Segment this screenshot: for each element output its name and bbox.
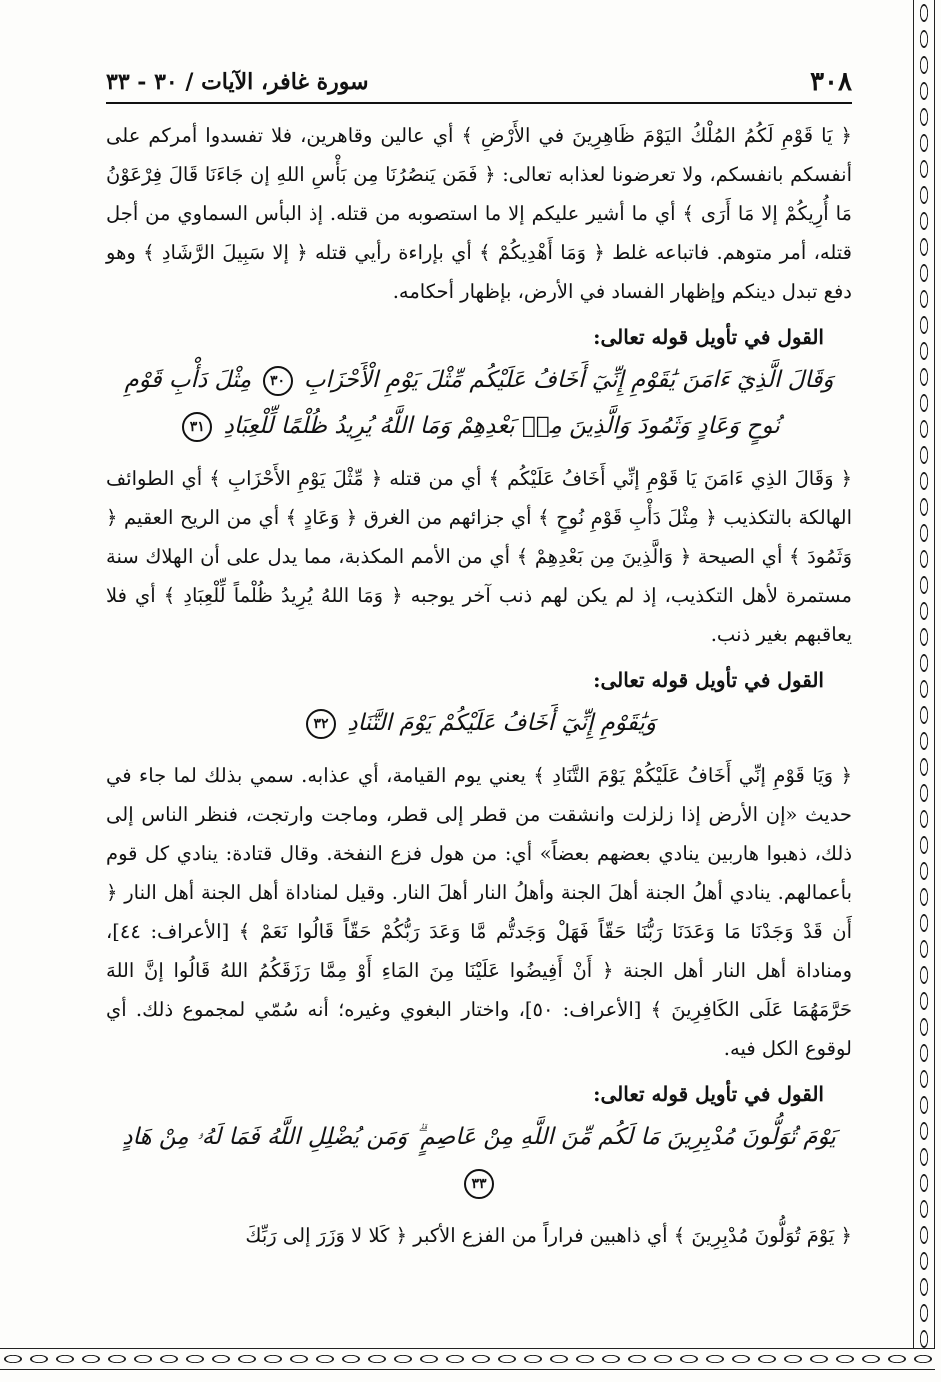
quran-verse-block [106,357,852,449]
quran-verse-text: يَوْمَ تُوَلُّونَ مُدْبِرِينَ مَا لَكُم مِّنَ اللَّهِ مِنْ عَاصِمٍ ۗ وَمَن يُضْلِلِ اللَّهُ فَمَا لَهُۥ مِنْ هَادٍ [122,1124,836,1150]
ayah-number-marker: ٣٣ [464,1169,494,1199]
page-body [106,116,852,1259]
paragraph: ﴿ وَقَالَ الذِي ءَامَنَ يَا قَوْمِ إنِّي أَخَافُ عَلَيْكُم ﴾ أي من قتله ﴿ مِّثْلَ يَوْمِ الأَحْزَابِ ﴾ أي الطوائف الهالكة بالتكذيب ﴿ مِثْلَ دَأْبِ قَوْمِ نُوحٍ ﴾ أي جزائهم من الغرق ﴿ وَعَادٍ ﴾ أي من الريح العقيم ﴿ وَثَمُودَ ﴾ أي الصيحة ﴿ وَالَّذِينَ مِن بَعْدِهِمْ ﴾ أي من الأمم المكذبة، مما يدل على أن الهلاك سنة مستمرة لأهل التكذيب، إذ لم يكن لهم ذنب آخر يوجبه ﴿ وَمَا اللهُ يُرِيدُ ظُلْماً لِّلْعِبَادِ ﴾ أي فلا يعاقبهم بغير ذنب. [106,467,852,646]
paragraph: ﴿ وَيَا قَوْمِ إنِّي أَخَافُ عَلَيْكُمْ يَوْمَ التَّنَادِ ﴾ يعني يوم القيامة، أي عذابه. سمي بذلك لما جاء في حديث «إن الأرض إذا زلزلت وانشقت من قطر إلى قطر، وماجت وارتجت، فنظر الناس إلى ذلك، ذهبوا هاربين ينادي بعضهم بعضاً» أي: من هول فزع النفخة. وقال قتادة: ينادي كل قوم بأعمالهم. ينادي أهلُ الجنة أهلَ الجنة وأهلُ النار أهلَ النار. وقيل لمناداة أهل الجنة أهل النار ﴿ أَن قَدْ وَجَدْنَا مَا وَعَدَنَا رَبُّنَا حَقّاً فَهَلْ وَجَدتُّم مَّا وَعَدَ رَبُّكُمْ حَقّاً قَالُوا نَعَمْ ﴾ [الأعراف: ٤٤]، ومناداة أهل النار أهل الجنة ﴿ أَنْ أَفِيضُوا عَلَيْنَا مِنَ المَاءِ أَوْ مِمَّا رَزَقَكُمُ اللهُ قَالُوا إنَّ اللهَ حَرَّمَهُمَا عَلَى الكَافِرِينَ ﴾ [الأعراف: ٥٠]، واختار البغوي وغيره؛ أنه سُمّي لمجموع ذلك. أي لوقوع الكل فيه. [106,764,852,1060]
quran-verse-text: مِثْلَ دَأْبِ قَوْمِ نُوحٍ وَعَادٍ وَثَمُودَ وَالَّذِينَ مِنۢ بَعْدِهِمْ وَمَا اللَّهُ يُرِيدُ ظُلْمًا لِّلْعِبَادِ [124,367,780,439]
ayah-number-marker: ٣٢ [306,709,336,739]
running-title: سورة غافر، الآيات / ٣٠ - ٣٣ [106,69,369,95]
quran-verse-block [106,700,852,746]
quran-verse-text: وَيَٰقَوْمِ إِنِّيٓ أَخَافُ عَلَيْكُمْ يَوْمَ التَّنَادِ [347,710,656,736]
paragraph: ﴿ يَا قَوْمِ لَكُمُ المُلْكُ اليَوْمَ ظَاهِرِينَ في الأَرْضِ ﴾ أي عالين وقاهرين، فلا تفسدوا أمركم على أنفسكم بانفسكم، ولا تعرضونا لعذابه تعالى: ﴿ فَمَن يَنصُرُنَا مِن بَأْسِ اللهِ إن جَاءَنَا قَالَ فِرْعَوْنُ مَا أُرِيكُمْ إلا مَا أَرَى ﴾ أي ما أشير عليكم إلا ما استصوبه من قتله. إذ البأس السماوي من أجل قتله، أمر متوهم. فاتباعه غلط ﴿ وَمَا أَهْدِيكُمْ ﴾ أي بإراءة رأيي قتله ﴿ إلا سَبِيلَ الرَّشَادِ ﴾ وهو دفع تبدل دينكم وإظهار الفساد في الأرض، بإظهار أحكامه. [106,124,852,303]
section-heading: القول في تأويل قوله تعالى: [593,668,824,692]
section-heading: القول في تأويل قوله تعالى: [593,1082,824,1106]
quran-verse-text: وَقَالَ الَّذِيٓ ءَامَنَ يَٰقَوْمِ إِنِّيٓ أَخَافُ عَلَيْكُم مِّثْلَ يَوْمِ الْأَحْزَابِ [303,367,834,393]
page-header [106,62,852,104]
decorative-border-bottom [0,1348,935,1370]
paragraph: ﴿ يَوْمَ تُوَلُّونَ مُدْبِرِينَ ﴾ أي ذاهبين فراراً من الفزع الأكبر ﴿ كَلا لا وَزَرَ إلى رَبِّكَ [245,1224,852,1247]
quran-verse-block [106,1114,852,1206]
page-number: ٣٠٨ [810,67,852,97]
section-heading: القول في تأويل قوله تعالى: [593,325,824,349]
ayah-number-marker: ٣١ [182,412,212,442]
ayah-number-marker: ٣٠ [263,366,293,396]
decorative-border-right [913,0,935,1348]
